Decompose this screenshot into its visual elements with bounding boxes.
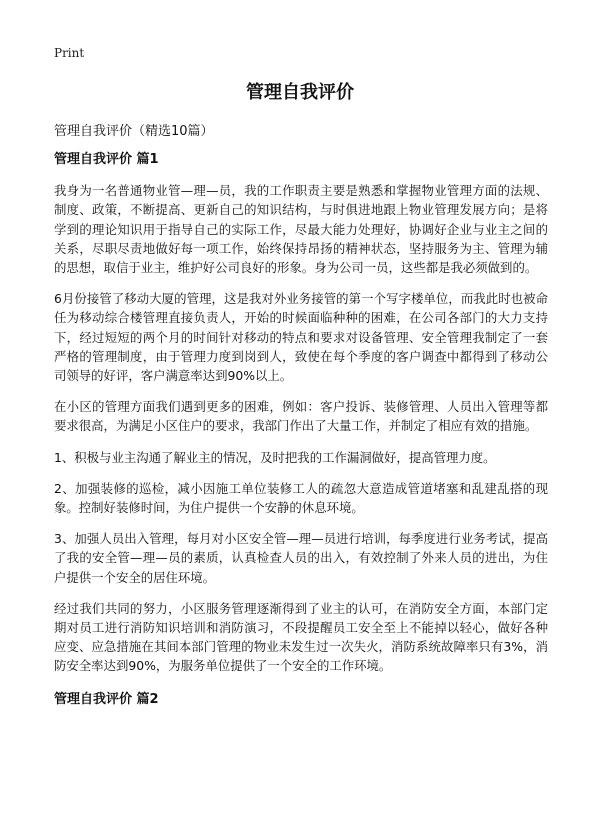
paragraph: 2、加强装修的巡检，减小因施工单位装修工人的疏忽大意造成管道堵塞和乱建乱搭的现象。控制好装修时间，为住户提供一个安静的休息环境。 (54, 480, 548, 516)
paragraph: 在小区的管理方面我们遇到更多的困难，例如：客户投诉、装修管理、人员出入管理等都要求很高，为满足小区住户的要求，我部门作出了大量工作，并制定了相应有效的措施。 (54, 399, 548, 434)
section-heading: 管理自我评价 篇2 (54, 691, 159, 707)
paragraph: 1、积极与业主沟通了解业主的情况，及时把我的工作漏洞做好，提高管理力度。 (54, 449, 496, 465)
document-subtitle: 管理自我评价（精选10篇） (54, 124, 214, 139)
page-title: 管理自我评价 (246, 82, 354, 103)
section-heading: 管理自我评价 篇1 (54, 152, 159, 167)
print-link[interactable]: Print (54, 46, 85, 60)
paragraph: 我身为一名普通物业管—理—员，我的工作职责主要是熟悉和掌握物业管理方面的法规、制度、政策，不断提高、更新自己的知识结构，与时俱进地跟上物业管理发展方向；是将学到的理论知识用于指导自己的实际工作，尽最大能力处理好，协调好企业与业主之间的关系，尽职尽责地做好每一项工作，始终保持昂扬的精神状态，坚持服务为主、管理为辅的思想，取信于业主，维护好公司良好的形象。身为公司一员，这些都是我必须做到的。 (54, 183, 548, 276)
document-body (54, 150, 548, 721)
paragraph: 6月份接管了移动大厦的管理，这是我对外业务接管的第一个写字楼单位，而我此时也被命任为移动综合楼管理直接负责人，开始的时候面临种种的困难，在公司各部门的大力支持下，经过短短的两个月的时间针对移动的特点和要求对设备管理、安全管理我制定了一套严格的管理制度，由于管理力度到岗到人，致使在每个季度的客户调查中都得到了移动公司领导的好评，客户满意率达到90%以上。 (54, 291, 548, 384)
paragraph: 3、加强人员出入管理，每月对小区安全管—理—员进行培训，每季度进行业务考试，提高了我的安全管—理—员的素质，认真检查人员的出入，有效控制了外来人员的进出，为住户提供一个安全的居住环境。 (54, 531, 548, 585)
paragraph: 经过我们共同的努力，小区服务管理逐渐得到了业主的认可，在消防安全方面，本部门定期对员工进行消防知识培训和消防演习，不段提醒员工安全至上不能掉以轻心，做好各种应变、应急措施在其间本部门管理的物业未发生过一次失火，消防系统故障率只有3%，消防安全率达到90%，为服务单位提供了一个安全的工作环境。 (54, 600, 548, 674)
